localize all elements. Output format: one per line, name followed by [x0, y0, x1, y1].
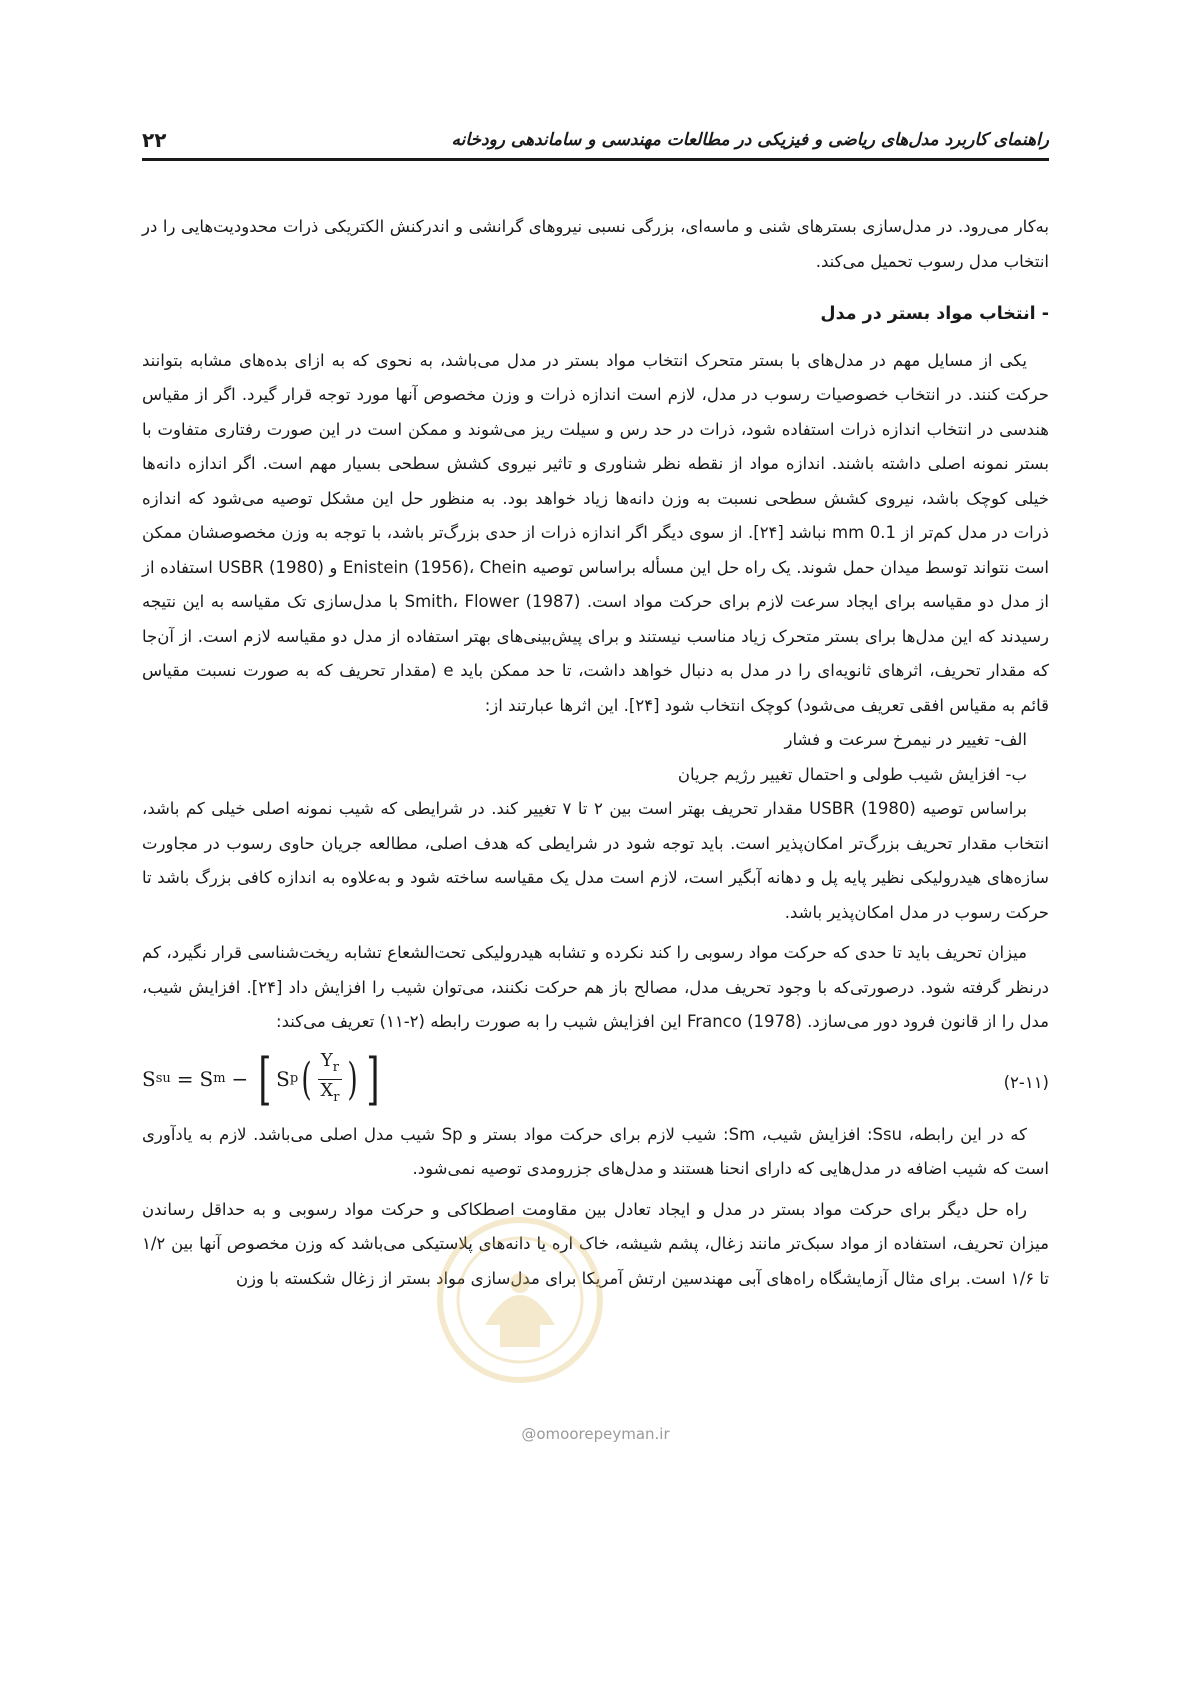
eq-den-sub: r: [333, 1090, 340, 1105]
paragraph-4: میزان تحریف باید تا حدی که حرکت مواد رسوبی را کند نکرده و تشابه هیدرولیکی تحت‌الشعاع تشابه ریخت‌شناسی قرار نگیرد، کم درنظر گرفته شود. درصورتی‌که با وجود تحریف مدل، مصالح باز هم حرکت نکنند، می‌توان شیب را افزایش داد [۲۴]. افزایش شیب، مدل را از قانون فرود دور می‌سازد. Franco (1978) این افزایش شیب را به صورت رابطه (۲-۱۱) تعریف می‌کند:: [142, 943, 1050, 1031]
paragraph-6: راه حل دیگر برای حرکت مواد بستر در مدل و ایجاد تعادل بین مقاومت اصطکاکی و حرکت مواد رسوبی و به حداقل رساندن میزان تحریف، استفاده از مواد سبک‌تر مانند زغال، پشم شیشه، خاک اره یا دانه‌های پلاستیکی می‌باشد که وزن مخصوص آنها بین ۱/۲ تا ۱/۶ است. برای مثال آزمایشگاه راه‌های آبی مهندسین ارتش آمریکا برای مدل‌سازی مواد بستر از زغال شکسته با وزن: [142, 1199, 1049, 1288]
eq-equals: =: [176, 1067, 194, 1092]
equation-2-11: [142, 1044, 1049, 1116]
eq-denominator: [317, 1080, 342, 1109]
eq-num-sub: r: [332, 1060, 339, 1075]
eq-lhs-sub: su: [155, 1071, 171, 1087]
header-rule: [142, 158, 1049, 161]
body-text: [142, 210, 1049, 1296]
eq-numerator: [318, 1050, 342, 1080]
eq-sm-sub: m: [213, 1071, 226, 1087]
eq-sm: S: [199, 1067, 214, 1092]
eq-sp: S: [276, 1067, 290, 1092]
eq-left-paren: (: [301, 1053, 312, 1105]
list-item-b: ب- افزایش شیب طولی و احتمال تغییر رژیم جریان: [677, 764, 1027, 784]
running-title: راهنمای کاربرد مدل‌های ریاضی و فیزیکی در مطالعات مهندسی و ساماندهی رودخانه: [451, 130, 1049, 150]
list-item-a: الف- تغییر در نیمرخ سرعت و فشار: [784, 730, 1027, 749]
paragraph-5: که در این رابطه، Ssu: افزایش شیب، Sm: شیب لازم برای حرکت مواد بستر و Sp شیب مدل اصلی می‌باشد. لازم به یادآوری است که شیب اضافه در مدل‌هایی که دارای انحنا هستند و مدل‌های جزرومدی توصیه نمی‌شود.: [142, 1124, 1049, 1178]
equation-body: [142, 1046, 383, 1112]
eq-right-paren: ): [347, 1053, 359, 1105]
eq-num-var: Y: [320, 1050, 333, 1071]
paragraph-2: یکی از مسایل مهم در مدل‌های با بستر متحرک انتخاب مواد بستر در مدل می‌باشد، به نحوی که به ازای بده‌های مشابه بتوانند حرکت کنند. در انتخاب خصوصیات رسوب در مدل، لازم است اندازه ذرات و وزن مخصوص آنها مورد توجه قرار گیرد. اگر از مقیاس هندسی در انتخاب اندازه ذرات استفاده شود، ذرات در حد رس و سیلت ریز می‌شوند و ممکن است در این صورت رفتاری متفاوت با بستر نمونه اصلی داشته باشند. اندازه مواد از نقطه نظر شناوری و تاثیر نیروی کشش سطحی بسیار مهم است. اگر اندازه دانه‌ها خیلی کوچک باشد، نیروی کشش سطحی نسبت به وزن دانه‌ها زیاد خواهد بود. به منظور حل این مشکل توصیه می‌شود که اندازه ذرات در مدل کم‌تر از 0.1 mm نباشد [۲۴]. از سوی دیگر اگر اندازه ذرات از حدی بزرگ‌تر باشد، با توجه به وزن مخصوصشان ممکن است نتواند توسط میدان حمل شوند. یک راه حل این مسأله براساس توصیه Enistein (1956)، Chein و USBR (1980) استفاده از از مدل دو مقیاسه برای ایجاد سرعت لازم برای حرکت مواد است. Smith، Flower (1987) با مدل‌سازی تک مقیاسه به این نتیجه رسیدند که این مدل‌ها برای بستر متحرک زیاد مناسب نیستند و برای پیش‌بینی‌های بهتر استفاده از مدل دو مقیاسه لازم است. از آن‌جا که مقدار تحریف، اثرهای ثانویه‌ای را در مدل به دنبال خواهد داشت، تا حد ممکن باید e (مقدار تحریف که به صورت نسبت مقیاس قائم به مقیاس افقی تعریف می‌شود) کوچک انتخاب شود [۲۴]. این اثرها عبارتند از:: [142, 350, 1050, 715]
page-header: [142, 118, 1049, 158]
paragraph-3: براساس توصیه USBR (1980) مقدار تحریف بهتر است بین ۲ تا ۷ تغییر کند. در شرایطی که شیب نمونه اصلی خیلی کم باشد، انتخاب مقدار تحریف بزرگ‌تر امکان‌پذیر است. باید توجه شود در شرایطی که هدف اصلی، مطالعه جریان حاوی رسوب در مجاورت سازه‌های هیدرولیکی نظیر پایه پل و دهانه آبگیر است، لازم است مدل یک مقیاسه ساخته شود و به‌علاوه به اندازه کافی بزرگ باشد تا حرکت رسوب در مدل امکان‌پذیر باشد.: [142, 799, 1049, 922]
watermark-url: @omoorepeyman.ir: [521, 1425, 670, 1443]
eq-den-var: X: [320, 1080, 334, 1101]
paragraph-1: به‌کار می‌رود. در مدل‌سازی بسترهای شنی و ماسه‌ای، بزرگی نسبی نیروهای گرانشی و اندرکنش الکتریکی ذرات محدودیت‌هایی را در انتخاب مدل رسوب تحمیل می‌کند.: [142, 217, 1049, 271]
watermark-seal-icon: [430, 1205, 610, 1405]
page-number: ۲۲: [142, 128, 167, 152]
eq-minus: −: [231, 1067, 249, 1092]
section-heading: - انتخاب مواد بستر در مدل: [820, 304, 1049, 324]
eq-lhs: S: [142, 1067, 156, 1092]
eq-sp-sub: p: [289, 1071, 299, 1087]
equation-number: (۲-۱۱): [1003, 1072, 1049, 1092]
eq-fraction: [317, 1050, 342, 1109]
eq-right-bracket: ]: [365, 1046, 380, 1112]
eq-left-bracket: [: [258, 1046, 272, 1112]
